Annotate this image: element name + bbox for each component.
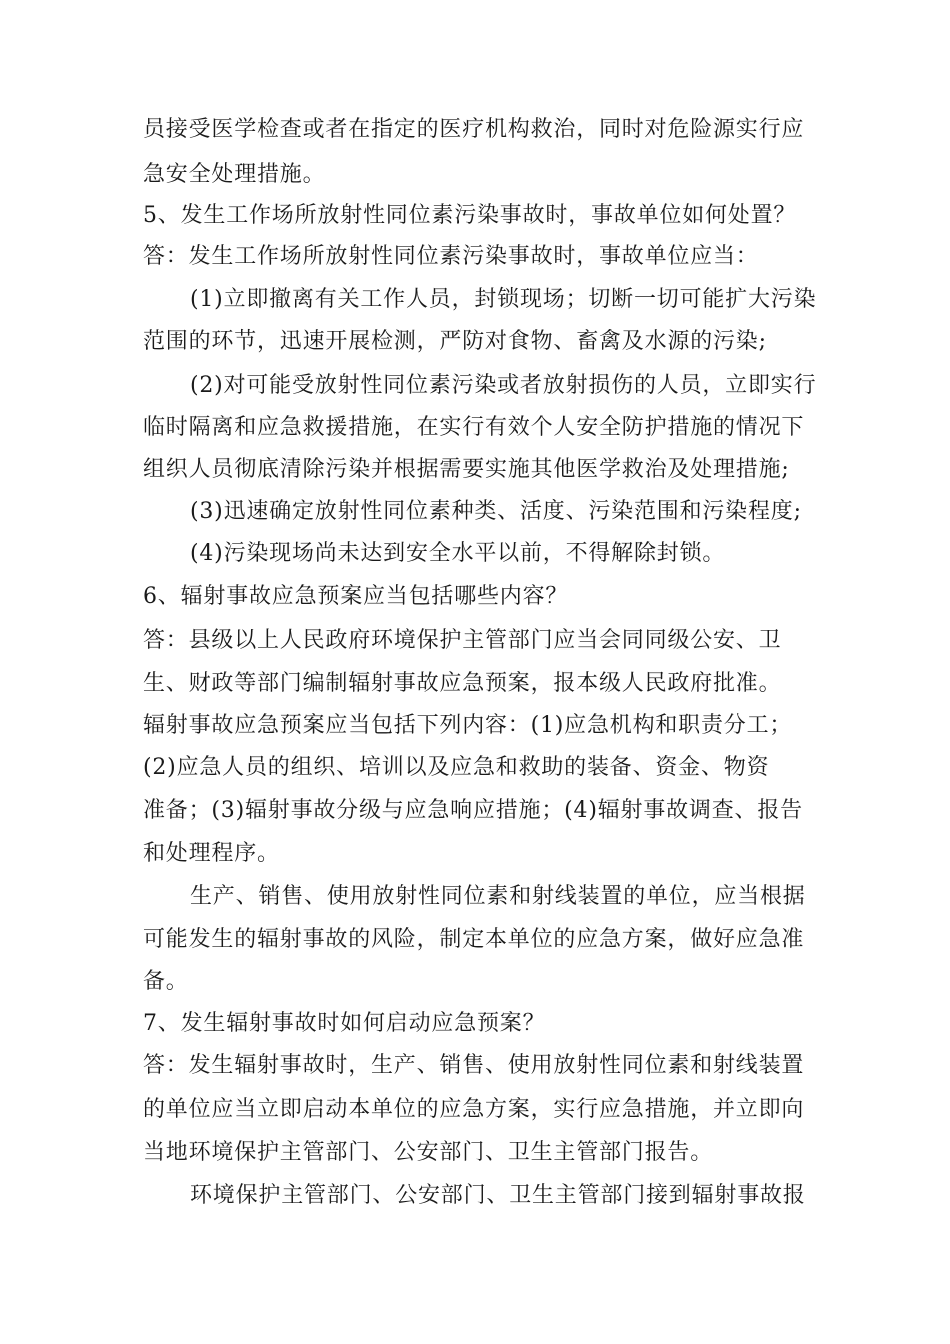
text-line: 和处理程序。 <box>143 841 280 866</box>
paragraph-line: 生产、销售、使用放射性同位素和射线装置的单位，应当根据 <box>190 884 806 909</box>
text-line: 的单位应当立即启动本单位的应急方案，实行应急措施，并立即向 <box>143 1097 805 1122</box>
text-line: 当地环境保护主管部门、公安部门、卫生主管部门报告。 <box>143 1140 714 1165</box>
text-line: 可能发生的辐射事故的风险，制定本单位的应急方案，做好应急准 <box>143 927 805 952</box>
question-heading: 5、发生工作场所放射性同位素污染事故时，事故单位如何处置？ <box>143 203 797 228</box>
answer-line: 答：发生工作场所放射性同位素污染事故时，事故单位应当： <box>143 244 759 269</box>
question-heading: 6、辐射事故应急预案应当包括哪些内容？ <box>143 584 569 609</box>
text-line: 准备；(3)辐射事故分级与应急响应措施；(4)辐射事故调查、报告 <box>143 798 803 823</box>
text-line: 范围的环节，迅速开展检测，严防对食物、畜禽及水源的污染; <box>143 329 767 354</box>
text-line: 员接受医学检查或者在指定的医疗机构救治，同时对危险源实行应 <box>143 117 805 142</box>
list-item: (2)对可能受放射性同位素污染或者放射损伤的人员，立即实行 <box>190 373 817 398</box>
text-line: 临时隔离和应急救援措施，在实行有效个人安全防护措施的情况下 <box>143 415 805 440</box>
paragraph-line: 环境保护主管部门、公安部门、卫生主管部门接到辐射事故报 <box>190 1183 806 1208</box>
question-heading: 7、发生辐射事故时如何启动应急预案？ <box>143 1011 546 1036</box>
text-line: 组织人员彻底清除污染并根据需要实施其他医学救治及处理措施; <box>143 457 790 482</box>
answer-line: 答：县级以上人民政府环境保护主管部门应当会同同级公安、卫 <box>143 628 782 653</box>
list-item: (1)立即撤离有关工作人员，封锁现场；切断一切可能扩大污染 <box>190 287 817 312</box>
text-line: 生、财政等部门编制辐射事故应急预案，报本级人民政府批准。 <box>143 671 782 696</box>
list-item: (4)污染现场尚未达到安全水平以前，不得解除封锁。 <box>190 541 726 566</box>
text-line: (2)应急人员的组织、培训以及应急和救助的装备、资金、物资 <box>143 755 770 780</box>
text-line: 辐射事故应急预案应当包括下列内容：(1)应急机构和职责分工； <box>143 713 793 738</box>
answer-line: 答：发生辐射事故时，生产、销售、使用放射性同位素和射线装置 <box>143 1053 805 1078</box>
text-line: 备。 <box>143 969 189 994</box>
list-item: (3)迅速确定放射性同位素种类、活度、污染范围和污染程度; <box>190 499 802 524</box>
text-line: 急安全处理措施。 <box>143 162 326 187</box>
